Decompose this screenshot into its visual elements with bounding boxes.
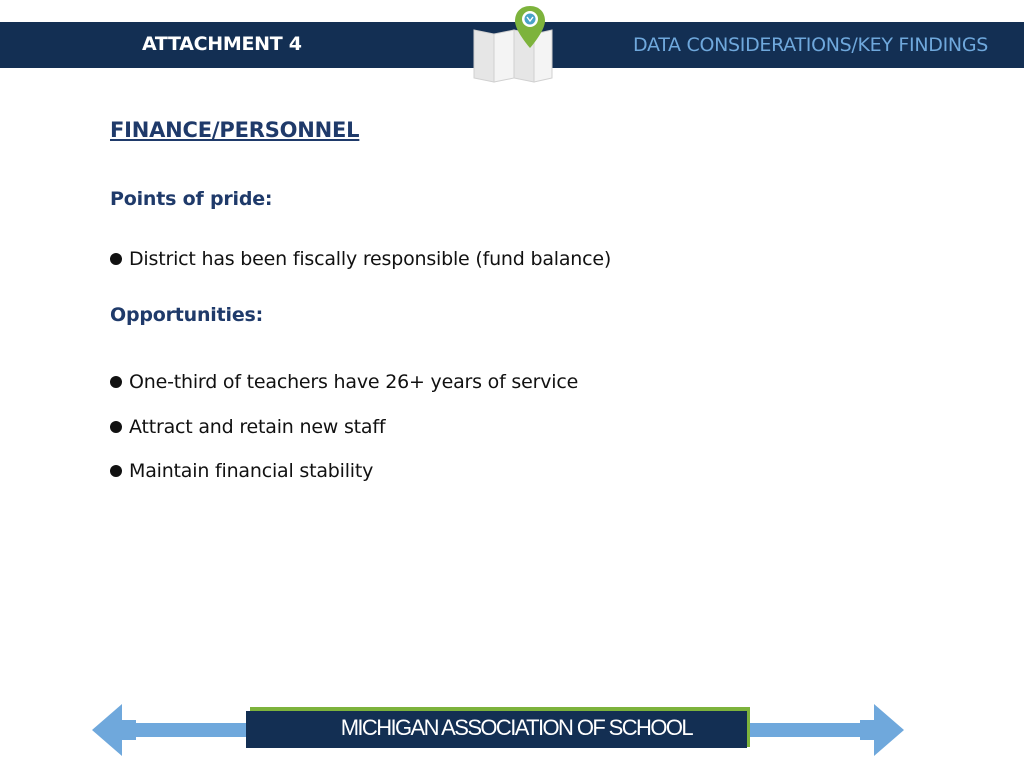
opportunities-heading: Opportunities: xyxy=(110,304,264,326)
bullet-icon xyxy=(110,253,122,265)
list-item-text: Maintain financial stability xyxy=(129,460,374,482)
bullet-icon xyxy=(110,465,122,477)
list-item xyxy=(110,416,385,438)
attachment-label: ATTACHMENT 4 xyxy=(142,33,302,55)
map-pin-icon xyxy=(470,4,556,84)
list-item xyxy=(110,248,611,270)
list-item-text: One-third of teachers have 26+ years of service xyxy=(129,371,579,393)
bullet-icon xyxy=(110,421,122,433)
footer-organization-name: MICHIGAN ASSOCIATION OF SCHOOL xyxy=(340,715,692,740)
list-item-text: District has been fiscally responsible (fund balance) xyxy=(129,248,612,270)
list-item xyxy=(110,460,373,482)
list-item-text: Attract and retain new staff xyxy=(129,416,386,438)
header-section-title: DATA CONSIDERATIONS/KEY FINDINGS xyxy=(633,34,988,56)
bullet-icon xyxy=(110,376,122,388)
points-of-pride-heading: Points of pride: xyxy=(110,188,273,210)
section-title: FINANCE/PERSONNEL xyxy=(110,118,360,142)
list-item xyxy=(110,371,578,393)
